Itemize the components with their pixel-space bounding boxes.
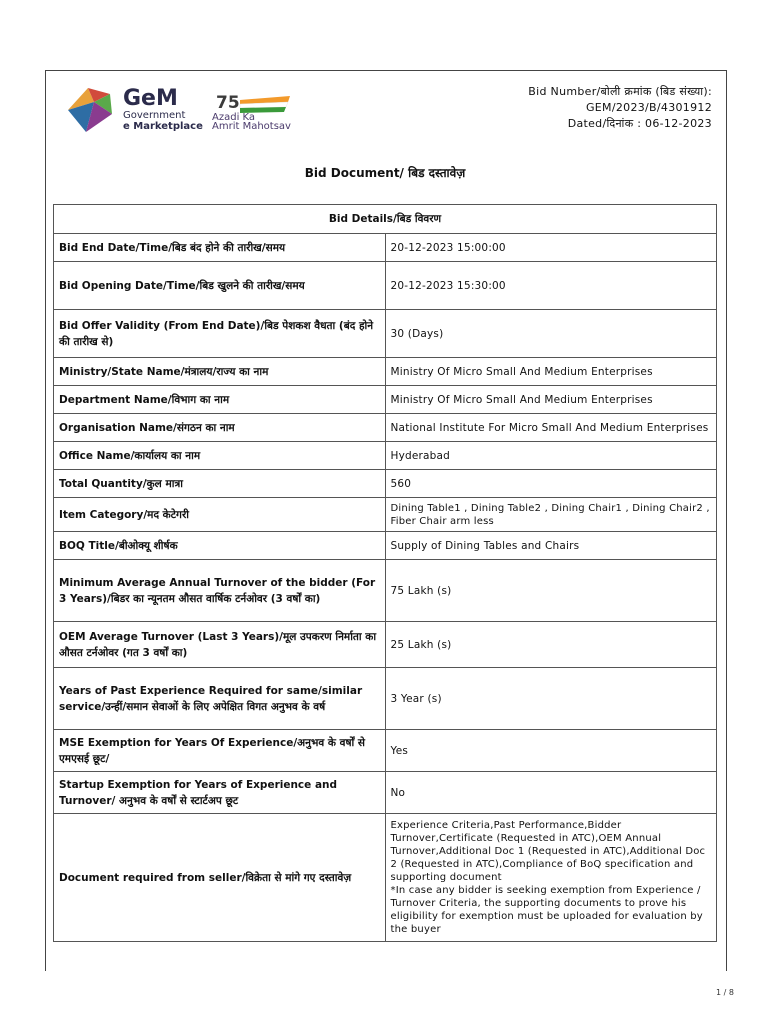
detail-value: 75 Lakh (s) [385,560,717,622]
detail-label: Minimum Average Annual Turnover of the bidder (For 3 Years)/बिडर का न्यूनतम औसत वार्षिक टर्नओवर (3 वर्षों का) [54,560,386,622]
detail-value: 20-12-2023 15:30:00 [385,262,717,310]
table-heading: Bid Details/बिड विवरण [54,205,717,234]
detail-value: No [385,772,717,814]
table-row [54,772,717,814]
detail-value: 20-12-2023 15:00:00 [385,234,717,262]
gem-logo-title: GeM [123,86,178,111]
bid-details-table [53,204,717,942]
detail-label: Bid Opening Date/Time/बिड खुलने की तारीख/समय [54,262,386,310]
detail-value: Dining Table1 , Dining Table2 , Dining Chair1 , Dining Chair2 , Fiber Chair arm less [385,498,717,532]
table-row [54,358,717,386]
detail-label: Document required from seller/विक्रेता से मांगे गए दस्तावेज़ [54,814,386,942]
detail-label: Bid End Date/Time/बिड बंद होने की तारीख/समय [54,234,386,262]
gem-logo-line2: e Marketplace [123,121,203,132]
table-row [54,498,717,532]
table-row [54,234,717,262]
detail-label: Startup Exemption for Years of Experience and Turnover/ अनुभव के वर्षों से स्टार्टअप छूट [54,772,386,814]
detail-value: Hyderabad [385,442,717,470]
detail-value: Supply of Dining Tables and Chairs [385,532,717,560]
detail-label: OEM Average Turnover (Last 3 Years)/मूल उपकरण निर्माता का औसत टर्नओवर (गत 3 वर्षों का) [54,622,386,668]
detail-value: Experience Criteria,Past Performance,Bidder Turnover,Certificate (Requested in ATC),OEM Annual Turnover,Additional Doc 1 (Requested in ATC),Additional Doc 2 (Requested in ATC),Compliance of BoQ specification and supporting document *In case any bidder is seeking exemption from Experience / Turnover Criteria, the supporting documents to prove his eligibility for exemption must be uploaded for evaluation by the buyer [385,814,717,942]
bid-date: Dated/दिनांक : 06-12-2023 [567,117,712,130]
gem-logo-line1: Government [123,110,186,121]
table-row [54,262,717,310]
detail-value: Ministry Of Micro Small And Medium Enterprises [385,386,717,414]
bid-number: GEM/2023/B/4301912 [585,101,712,114]
table-row [54,470,717,498]
detail-value: 30 (Days) [385,310,717,358]
azadi-text-line1: Azadi Ka [212,112,256,123]
detail-label: BOQ Title/बीओक्यू शीर्षक [54,532,386,560]
gem-logo-text [123,88,203,132]
detail-label: Organisation Name/संगठन का नाम [54,414,386,442]
table-row [54,668,717,730]
detail-value: 25 Lakh (s) [385,622,717,668]
azadi-text-line2: Amrit Mahotsav [212,121,291,132]
detail-label: Ministry/State Name/मंत्रालय/राज्य का नाम [54,358,386,386]
table-row [54,560,717,622]
detail-label: Bid Offer Validity (From End Date)/बिड पेशकश वैधता (बंद होने की तारीख से) [54,310,386,358]
table-row [54,814,717,942]
detail-value: 3 Year (s) [385,668,717,730]
table-row [54,532,717,560]
detail-value: Yes [385,730,717,772]
detail-label: Total Quantity/कुल मात्रा [54,470,386,498]
bid-info [528,84,712,132]
detail-label: Office Name/कार्यालय का नाम [54,442,386,470]
table-row [54,730,717,772]
bid-number-label: Bid Number/बोली क्रमांक (बिड संख्या): [528,85,712,98]
detail-label: Years of Past Experience Required for same/similar service/उन्हीं/समान सेवाओं के लिए अपेक्षित विगत अनुभव के वर्ष [54,668,386,730]
detail-label: Department Name/विभाग का नाम [54,386,386,414]
table-row [54,414,717,442]
detail-value: National Institute For Micro Small And Medium Enterprises [385,414,717,442]
detail-label: MSE Exemption for Years Of Experience/अनुभव के वर्षों से एमएसई छूट/ [54,730,386,772]
detail-value: 560 [385,470,717,498]
table-row [54,442,717,470]
document-title: Bid Document/ बिड दस्तावेज़ [304,166,466,180]
table-heading-row [54,205,717,234]
detail-label: Item Category/मद केटेगरी [54,498,386,532]
table-row [54,386,717,414]
page-number: 1 / 8 [716,988,734,997]
svg-text:75: 75 [216,93,240,113]
table-row [54,622,717,668]
table-row [54,310,717,358]
detail-value: Ministry Of Micro Small And Medium Enterprises [385,358,717,386]
